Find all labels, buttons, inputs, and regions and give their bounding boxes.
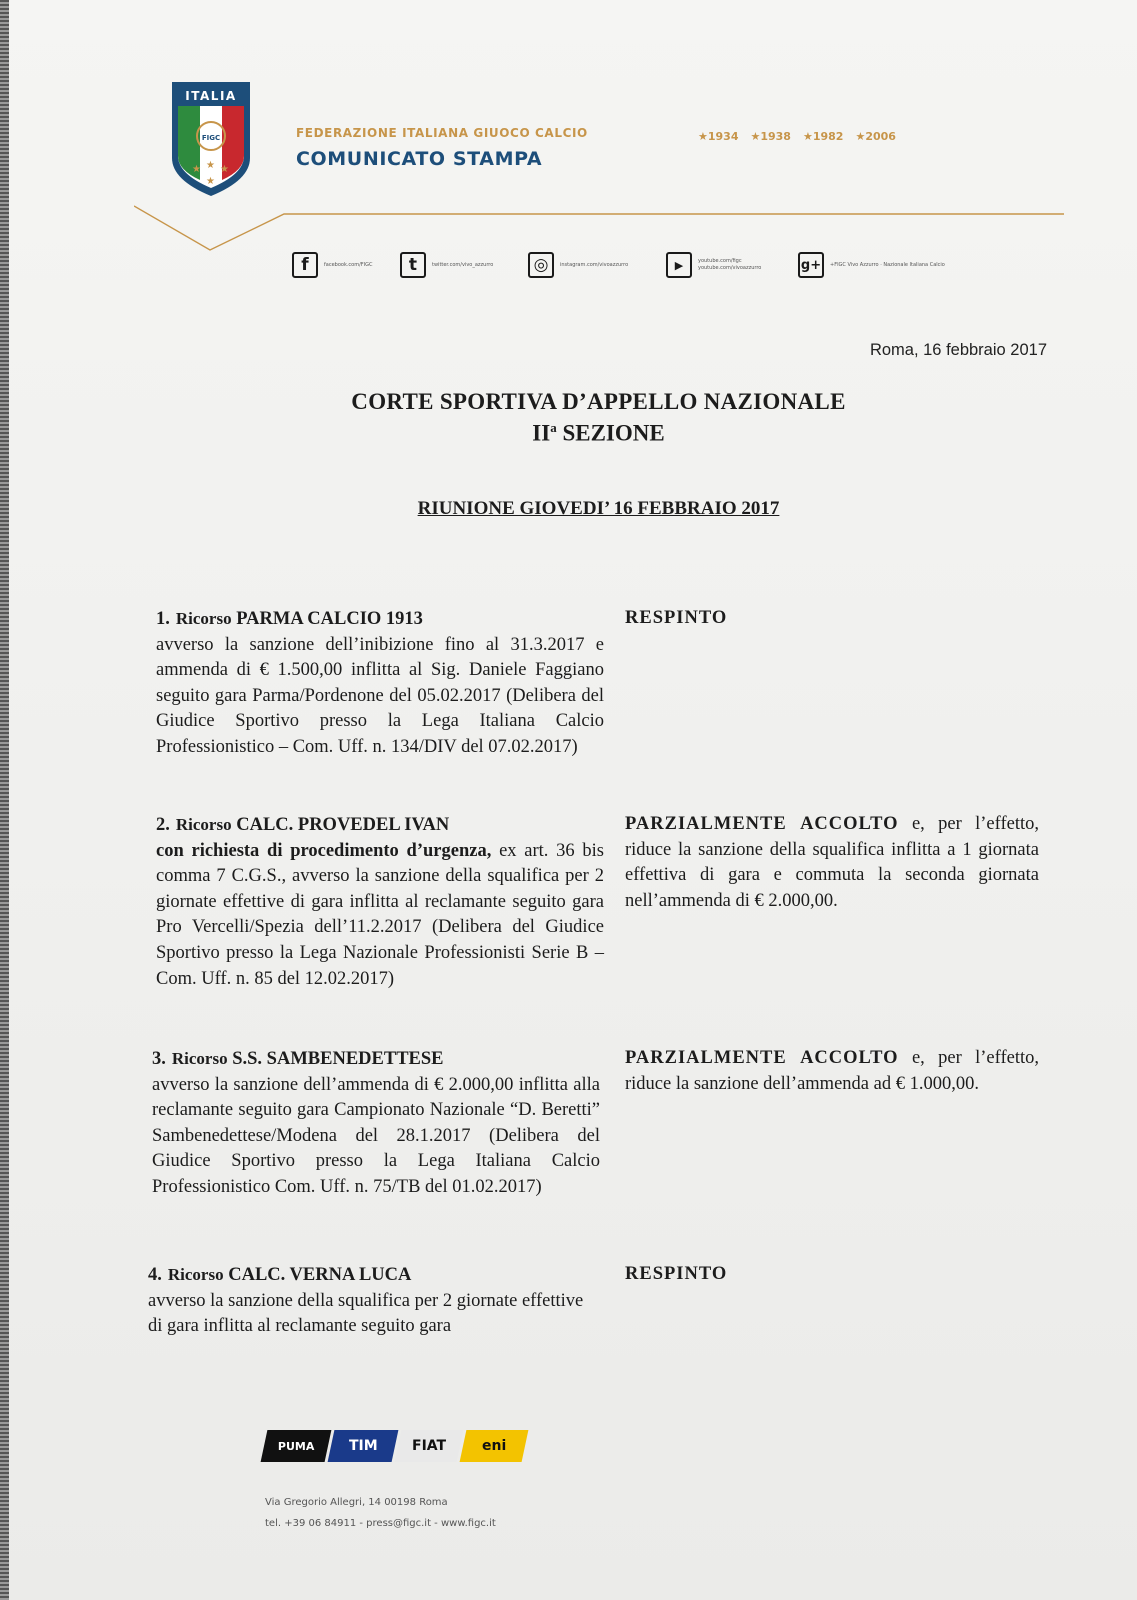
facebook-icon: f	[292, 252, 318, 278]
title-year: ★1938	[750, 130, 791, 143]
appeal-party: CALC. PROVEDEL IVAN	[236, 815, 450, 835]
document-title: CORTE SPORTIVA D’APPELLO NAZIONALE	[351, 389, 846, 414]
social-instagram[interactable]	[528, 252, 628, 278]
meeting-heading: RIUNIONE GIOVEDI’ 16 FEBBRAIO 2017	[417, 498, 780, 519]
social-text: instagram.com/vivoazzurro	[560, 261, 629, 268]
crest-sub-text: FIGC	[201, 134, 221, 142]
appeal-decision	[625, 1262, 1039, 1288]
appeal-label: Ricorso	[167, 1265, 224, 1284]
appeal-party: CALC. VERNA LUCA	[228, 1265, 412, 1285]
appeal-heading	[148, 1262, 596, 1289]
appeal-party: S.S. SAMBENEDETTESE	[232, 1049, 444, 1069]
appeal-urgency: con richiesta di procedimento d’urgenza,	[156, 840, 492, 861]
figc-crest-logo	[170, 80, 252, 198]
binding-edge	[0, 0, 9, 1600]
googleplus-icon: g+	[798, 252, 824, 278]
appeal-party: PARMA CALCIO 1913	[236, 609, 423, 629]
title-year: ★1982	[802, 130, 844, 143]
svg-text:★: ★	[192, 164, 201, 175]
title-year: ★1934	[698, 130, 739, 143]
twitter-icon: t	[400, 252, 426, 278]
instagram-icon: ◎	[528, 252, 554, 278]
section-ordinal: a	[550, 420, 557, 435]
release-type: COMUNICATO STAMPA	[296, 148, 543, 170]
appeal-number: 1.	[156, 609, 170, 629]
social-text: youtube.com/figc youtube.com/vivoazzurro	[698, 258, 762, 271]
svg-text:★: ★	[220, 164, 229, 175]
footer-address: Via Gregorio Allegri, 14 00198 Roma	[265, 1497, 448, 1508]
svg-text:★: ★	[206, 160, 215, 171]
world-cup-titles	[698, 130, 896, 143]
appeal-text: avverso la sanzione della squalifica per 2 giornate effettive di gara inflitta al reclamante seguito gara	[148, 1290, 584, 1337]
social-googleplus[interactable]	[798, 252, 945, 278]
federation-name: FEDERAZIONE ITALIANA GIUOCO CALCIO	[296, 126, 588, 140]
appeal-item	[156, 606, 604, 761]
svg-text:★: ★	[206, 176, 215, 187]
sponsor-bar	[264, 1430, 528, 1464]
social-text: facebook.com/FIGC	[324, 261, 373, 268]
sponsor-eni-logo: eni	[460, 1430, 529, 1462]
section-label: SEZIONE	[556, 420, 665, 446]
social-text: +FIGC Vivo Azzurro · Nazionale Italiana Calcio	[830, 261, 945, 268]
footer-contacts: tel. +39 06 84911 - press@figc.it - www.figc.it	[265, 1518, 496, 1529]
appeal-decision	[625, 1046, 1039, 1097]
document-subtitle	[0, 420, 1137, 447]
social-youtube[interactable]	[666, 252, 768, 278]
sponsor-tim-logo: TIM	[328, 1430, 399, 1462]
youtube-icon: ▶	[666, 252, 692, 278]
appeal-decision	[625, 812, 1039, 914]
appeal-heading	[156, 606, 604, 633]
appeal-number: 4.	[148, 1265, 162, 1285]
appeal-text: avverso la sanzione dell’inibizione fino al 31.3.2017 e ammenda di € 1.500,00 inflitta al Sig. Daniele Faggiano seguito gara Parma/Pordenone del 05.02.2017 (Delibera del Giudice Sportivo presso la Lega Italiana Calcio Professionistico – Com. Uff. n. 134/DIV del 07.02.2017)	[156, 634, 604, 757]
appeal-label: Ricorso	[175, 815, 232, 834]
title-year: ★2006	[855, 130, 896, 143]
verdict: PARZIALMENTE ACCOLTO	[625, 1048, 899, 1068]
verdict: RESPINTO	[625, 608, 728, 628]
crest-text: ITALIA	[185, 89, 237, 103]
release-date: Roma, 16 febbraio 2017	[869, 341, 1047, 359]
appeal-item	[152, 1046, 600, 1201]
appeal-label: Ricorso	[175, 609, 232, 628]
social-twitter[interactable]	[400, 252, 493, 278]
header-divider	[134, 200, 1064, 260]
appeal-number: 2.	[156, 815, 170, 835]
verdict: PARZIALMENTE ACCOLTO	[625, 814, 899, 834]
appeal-item	[156, 812, 604, 992]
appeal-heading	[152, 1046, 600, 1073]
verdict-text: e, per l’effetto, riduce la sanzione della squalifica inflitta a 1 giornata effettiva di gara e commuta la seconda giornata nell’ammenda di € 2.000,00.	[625, 814, 1039, 911]
social-text: twitter.com/vivo_azzurro	[432, 261, 494, 268]
appeal-number: 3.	[152, 1049, 166, 1069]
verdict-text: e, per l’effetto, riduce la sanzione dell’ammenda ad € 1.000,00.	[625, 1048, 1039, 1094]
sponsor-puma-logo: PUMA	[261, 1430, 332, 1462]
section-number: II	[532, 420, 551, 446]
appeal-label: Ricorso	[171, 1049, 228, 1068]
appeal-text: avverso la sanzione dell’ammenda di € 2.000,00 inflitta alla reclamante seguito gara Campionato Nazionale “D. Beretti” Sambenedettese/Modena del 28.1.2017 (Delibera del Giudice Sportivo presso la Lega Italiana Calcio Professionistico Com. Uff. n. 75/TB del 01.02.2017)	[152, 1074, 600, 1197]
appeal-decision	[625, 606, 1039, 632]
appeal-item	[148, 1262, 596, 1340]
appeal-text: ex art. 36 bis comma 7 C.G.S., avverso la sanzione della squalifica per 2 giornate effettive di gara inflitta al reclamante seguito gara Pro Vercelli/Spezia dell’11.2.2017 (Delibera del Giudice Sportivo presso la Lega Nazionale Professionisti Serie B – Com. Uff. n. 85 del 12.02.2017)	[156, 840, 604, 989]
appeal-heading	[156, 812, 604, 839]
sponsor-fiat-logo: FIAT	[395, 1430, 464, 1462]
social-facebook[interactable]	[292, 252, 373, 278]
verdict: RESPINTO	[625, 1264, 728, 1284]
